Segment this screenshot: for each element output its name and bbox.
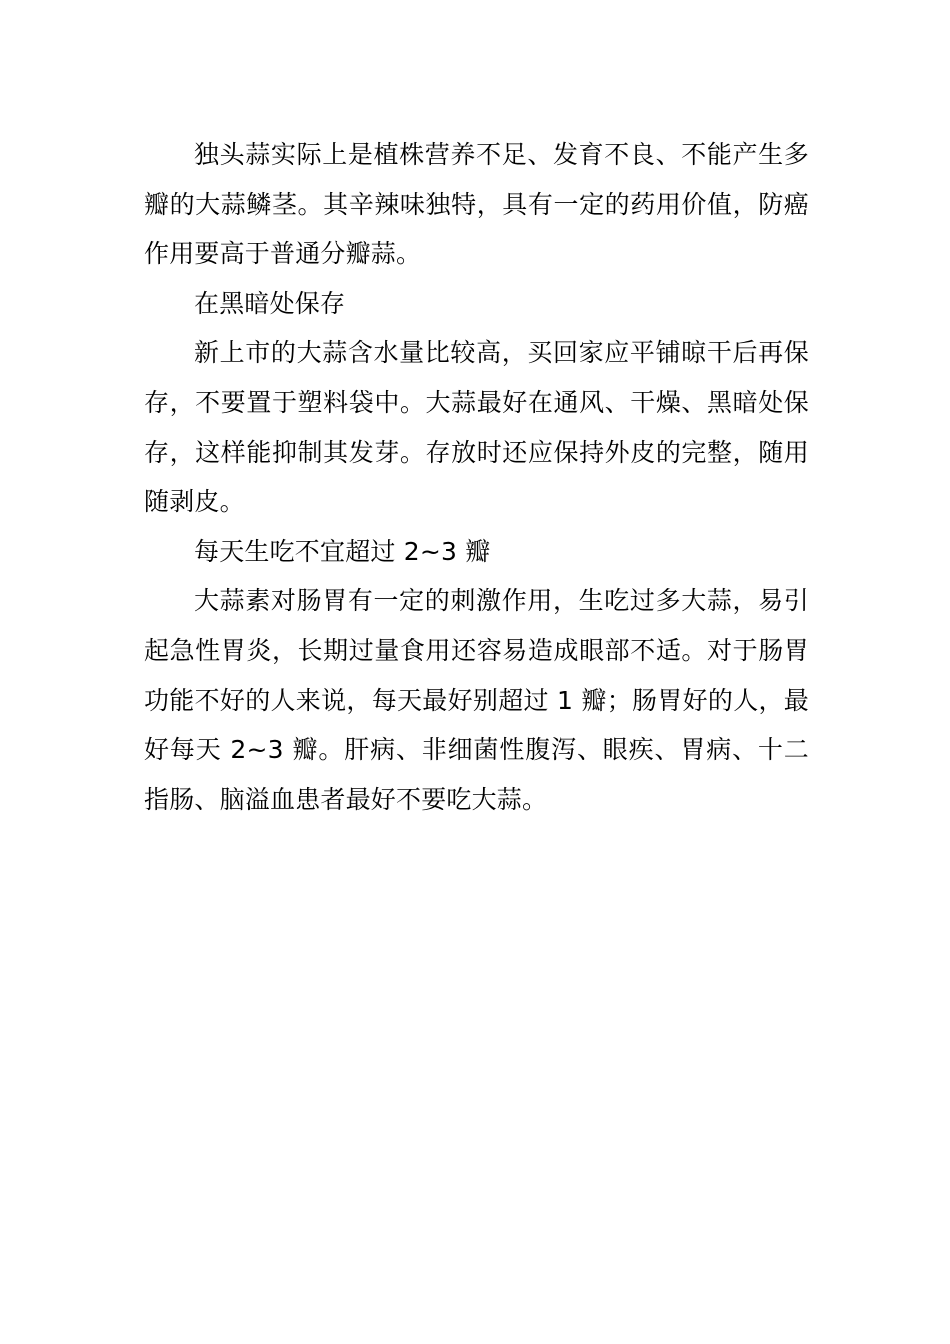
document-body [144, 130, 809, 824]
section-heading-storage: 在黑暗处保存 [194, 288, 346, 318]
section-heading-daily-limit: 每天生吃不宜超过 2~3 瓣 [194, 536, 491, 566]
paragraph-daily-limit: 大蒜素对肠胃有一定的刺激作用，生吃过多大蒜，易引起急性胃炎，长期过量食用还容易造成眼部不适。对于肠胃功能不好的人来说，每天最好别超过 1 瓣；肠胃好的人，最好每天 2~3 瓣。肝病、非细菌性腹泻、眼疾、胃病、十二指肠、脑溢血患者最好不要吃大蒜。 [144, 586, 809, 814]
paragraph-solo-garlic: 独头蒜实际上是植株营养不足、发育不良、不能产生多瓣的大蒜鳞茎。其辛辣味独特，具有一定的药用价值，防癌作用要高于普通分瓣蒜。 [144, 140, 809, 269]
paragraph-storage: 新上市的大蒜含水量比较高，买回家应平铺晾干后再保存，不要置于塑料袋中。大蒜最好在通风、干燥、黑暗处保存，这样能抑制其发芽。存放时还应保持外皮的完整，随用随剥皮。 [144, 338, 809, 517]
